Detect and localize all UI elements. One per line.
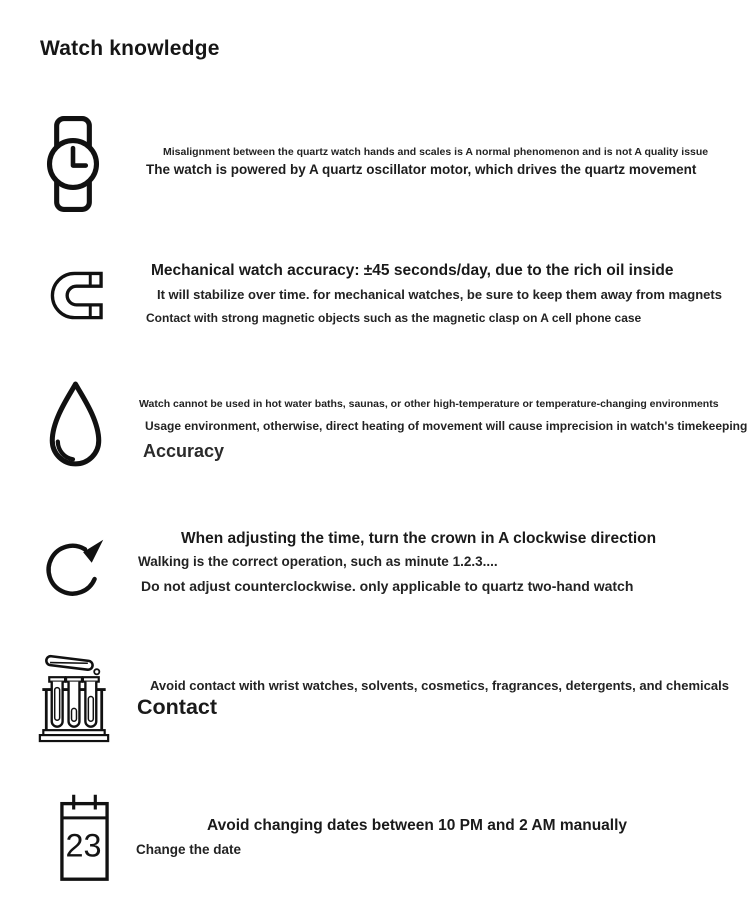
page-title: Watch knowledge [40,37,220,60]
info-line: Misalignment between the quartz watch hands and scales is A normal phenomenon and is not A quality issue [163,146,709,158]
info-line: Change the date [136,842,242,857]
watch-icon [46,115,100,213]
info-line: It will stabilize over time. for mechanical watches, be sure to keep them away from magnets [157,287,722,302]
calendar-day-number: 23 [65,827,102,864]
info-line: The watch is powered by A quartz oscillator motor, which drives the quartz movement [146,162,697,177]
info-line: Contact [137,695,218,719]
info-line: Avoid contact with wrist watches, solvents, cosmetics, fragrances, detergents, and chemicals [150,678,729,693]
info-line: Walking is the correct operation, such as minute 1.2.3.... [138,554,498,569]
water-drop-icon [44,379,107,478]
info-line: Avoid changing dates between 10 PM and 2 AM manually [207,817,628,834]
info-line: Do not adjust counterclockwise. only applicable to quartz two-hand watch [141,578,634,594]
test-tubes-icon [38,648,110,745]
rotate-clockwise-icon [41,526,108,609]
calendar-icon [58,790,111,884]
info-line: Mechanical watch accuracy: ±45 seconds/day, due to the rich oil inside [151,262,674,279]
info-line: Watch cannot be used in hot water baths, saunas, or other high-temperature or temperature-changing environments [139,398,719,410]
info-line: Accuracy [143,441,225,461]
info-line: Usage environment, otherwise, direct heating of movement will cause imprecision in watch's timekeeping [145,419,748,433]
info-line: When adjusting the time, turn the crown in A clockwise direction [181,530,657,547]
info-line: Contact with strong magnetic objects such as the magnetic clasp on A cell phone case [146,311,642,325]
magnet-icon [48,266,105,328]
